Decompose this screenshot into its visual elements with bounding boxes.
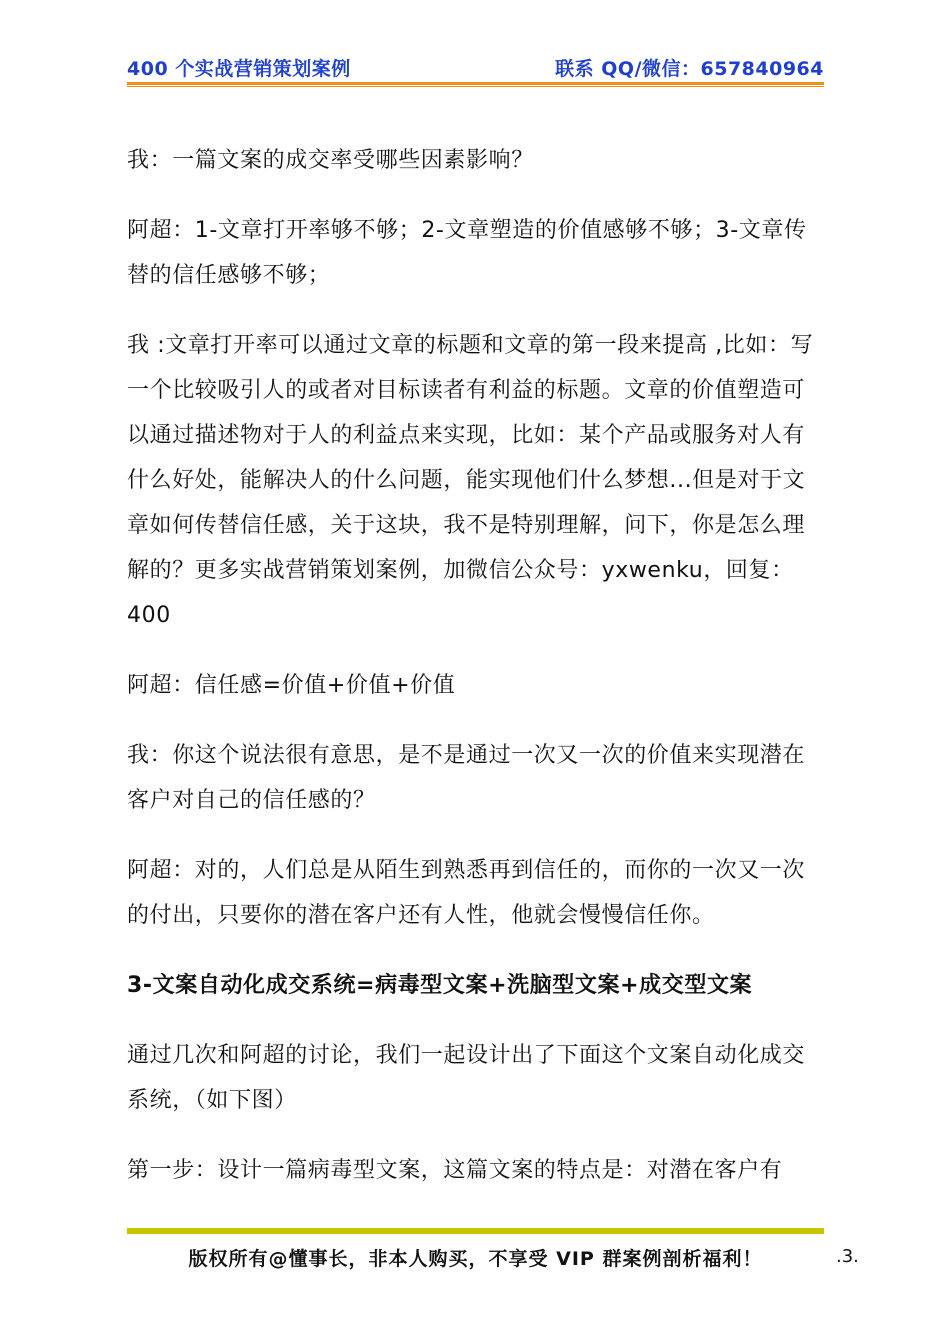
page-header [127,54,824,80]
header-title: 400 个实战营销策划案例 [127,58,351,80]
paragraph-question-trust: 我：你这个说法很有意思，是不是通过一次又一次的价值来实现潜在客户对自己的信任感的？ [127,743,806,813]
paragraph-answer-trust: 阿超：对的，人们总是从陌生到熟悉再到信任的，而你的一次又一次的付出，只要你的潜在客户还有人性，他就会慢慢信任你。 [127,858,806,928]
footer-copyright: 版权所有@懂事长，非本人购买，不享受 VIP 群案例剖析福利！ [188,1248,763,1270]
paragraph-trust-formula: 阿超：信任感=价值+价值+价值 [127,673,456,698]
document-body [127,138,824,1218]
paragraph-answer-factors: 阿超：1-文章打开率够不够；2-文章塑造的价值感够不够；3-文章传替的信任感够不够； [127,218,807,288]
header-divider-thin [127,86,824,87]
header-contact: 联系 QQ/微信：657840964 [555,58,824,80]
page-number: .3. [836,1246,859,1267]
paragraph-step-one: 第一步：设计一篇病毒型文案，这篇文案的特点是：对潜在客户有 [127,1158,783,1183]
paragraph-system-design: 通过几次和阿超的讨论，我们一起设计出了下面这个文案自动化成交系统，（如下图） [127,1043,806,1113]
header-divider [127,82,824,85]
paragraph-question-conversion: 我：一篇文案的成交率受哪些因素影响？ [127,148,534,173]
section-heading: 3-文案自动化成交系统=病毒型文案+洗脑型文案+成交型文案 [127,973,753,998]
footer-divider [127,1228,824,1234]
paragraph-open-rate: 我 :文章打开率可以通过文章的标题和文章的第一段来提高 ,比如：写一个比较吸引人的或者对目标读者有利益的标题。文章的价值塑造可以通过描述物对于人的利益点来实现，比如：某个产品或服务对人有什么好处，能解决人的什么问题，能实现他们什么梦想...但是对于文章如何传替信任感，关于这块，我不是特别理解，问下，你是怎么理解的？更多实战营销策划案例，加微信公众号：yxwenku，回复：400 [127,333,814,628]
